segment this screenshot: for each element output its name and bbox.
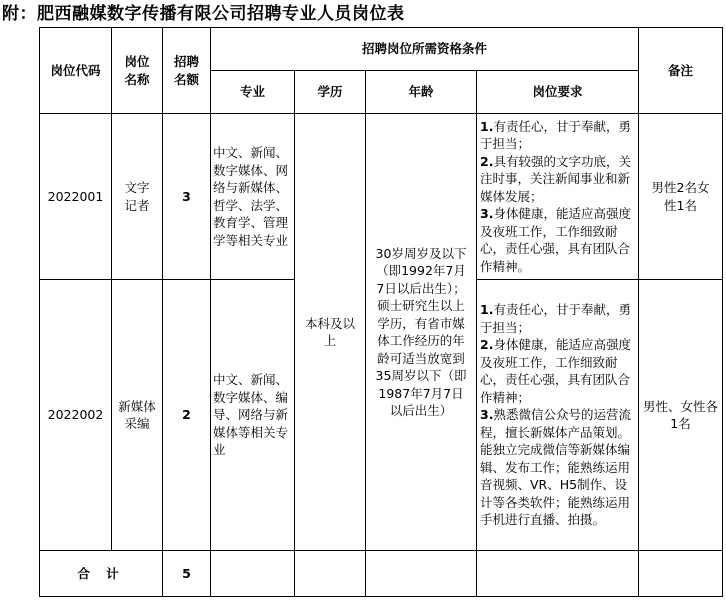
requirement-text: 有责任心，甘于奉献，勇于担当； <box>480 118 631 152</box>
row1-name <box>112 114 163 280</box>
requirement-number: 1. <box>480 302 494 318</box>
row1-requirements <box>477 114 639 280</box>
total-label: 合 计 <box>40 551 163 597</box>
header-age: 年龄 <box>366 71 477 114</box>
requirement-text: 身体健康，能适应高强度及夜班工作，工作细致耐心，责任心强，具有团队合作精神； <box>480 337 631 405</box>
row1-count: 3 <box>163 114 211 280</box>
header-code: 岗位代码 <box>40 28 112 114</box>
header-requirements: 岗位要求 <box>477 71 639 114</box>
header-education: 学历 <box>295 71 366 114</box>
total-count: 5 <box>163 551 211 597</box>
row2-remarks: 男性、女性各1名 <box>639 280 723 551</box>
row1-name-text: 文字记者 <box>124 180 150 213</box>
requirement-number: 2. <box>480 153 494 169</box>
row2-requirements <box>477 280 639 551</box>
requirement-text: 身体健康，能适应高强度及夜班工作，工作细致耐心，责任心强，具有团队合作精神。 <box>480 206 631 274</box>
header-name-text: 岗位名称 <box>124 54 150 87</box>
row1-remarks-text: 男性2名女性1名 <box>651 180 710 213</box>
requirement-number: 1. <box>480 118 494 134</box>
row1-remarks <box>639 114 723 280</box>
requirement-item <box>480 336 635 406</box>
job-table <box>39 27 723 597</box>
requirement-number: 3. <box>480 206 494 222</box>
shared-age: 30岁周岁及以下（即1992年7月7日以后出生）；硕士研究生以上学历，有省市媒体工作经历的年龄可适当放宽到35周岁以下（即1987年7月7日以后出生） <box>366 114 477 551</box>
header-name <box>112 28 163 114</box>
total-row <box>40 551 723 597</box>
requirement-item <box>480 205 635 275</box>
header-count-text: 招聘名额 <box>173 54 199 87</box>
total-empty <box>295 551 366 597</box>
table-row <box>40 114 723 280</box>
row1-code: 2022001 <box>40 114 112 280</box>
page-title: 附：肥西融媒数字传播有限公司招聘专业人员岗位表 <box>2 4 405 24</box>
requirement-text: 具有较强的文字功底，关注时事，关注新闻事业和新媒体发展； <box>480 153 631 204</box>
requirement-number: 2. <box>480 337 494 353</box>
requirement-item <box>480 406 635 529</box>
requirement-text: 有责任心，甘于奉献，勇于担当； <box>480 302 631 335</box>
requirement-number: 3. <box>480 407 494 423</box>
total-empty <box>211 551 295 597</box>
header-count <box>163 28 211 114</box>
requirement-item <box>480 153 635 206</box>
row2-name <box>112 280 163 551</box>
shared-education: 本科及以上 <box>295 114 366 551</box>
row2-name-text: 新媒体采编 <box>118 398 156 431</box>
total-empty <box>477 551 639 597</box>
header-major: 专业 <box>211 71 295 114</box>
requirement-item <box>480 118 635 153</box>
total-empty <box>366 551 477 597</box>
total-empty <box>639 551 723 597</box>
header-remarks: 备注 <box>639 28 723 114</box>
row1-major: 中文、新闻、数字媒体、网络与新媒体、哲学、法学、教育学、管理学等相关专业 <box>211 114 295 280</box>
row2-major: 中文、新闻、数字媒体、编导、网络与新媒体等相关专业 <box>211 280 295 551</box>
requirement-item <box>480 301 635 336</box>
requirement-text: 熟悉微信公众号的运营流程，擅长新媒体产品策划。能独立完成微信等新媒体编辑、发布工作；能熟练运用音视频、VR、H5制作、设计等各类软件；能熟练运用手机进行直播、拍摄。 <box>480 407 631 528</box>
row2-code: 2022002 <box>40 280 112 551</box>
row2-count: 2 <box>163 280 211 551</box>
header-conditions: 招聘岗位所需资格条件 <box>211 28 639 71</box>
